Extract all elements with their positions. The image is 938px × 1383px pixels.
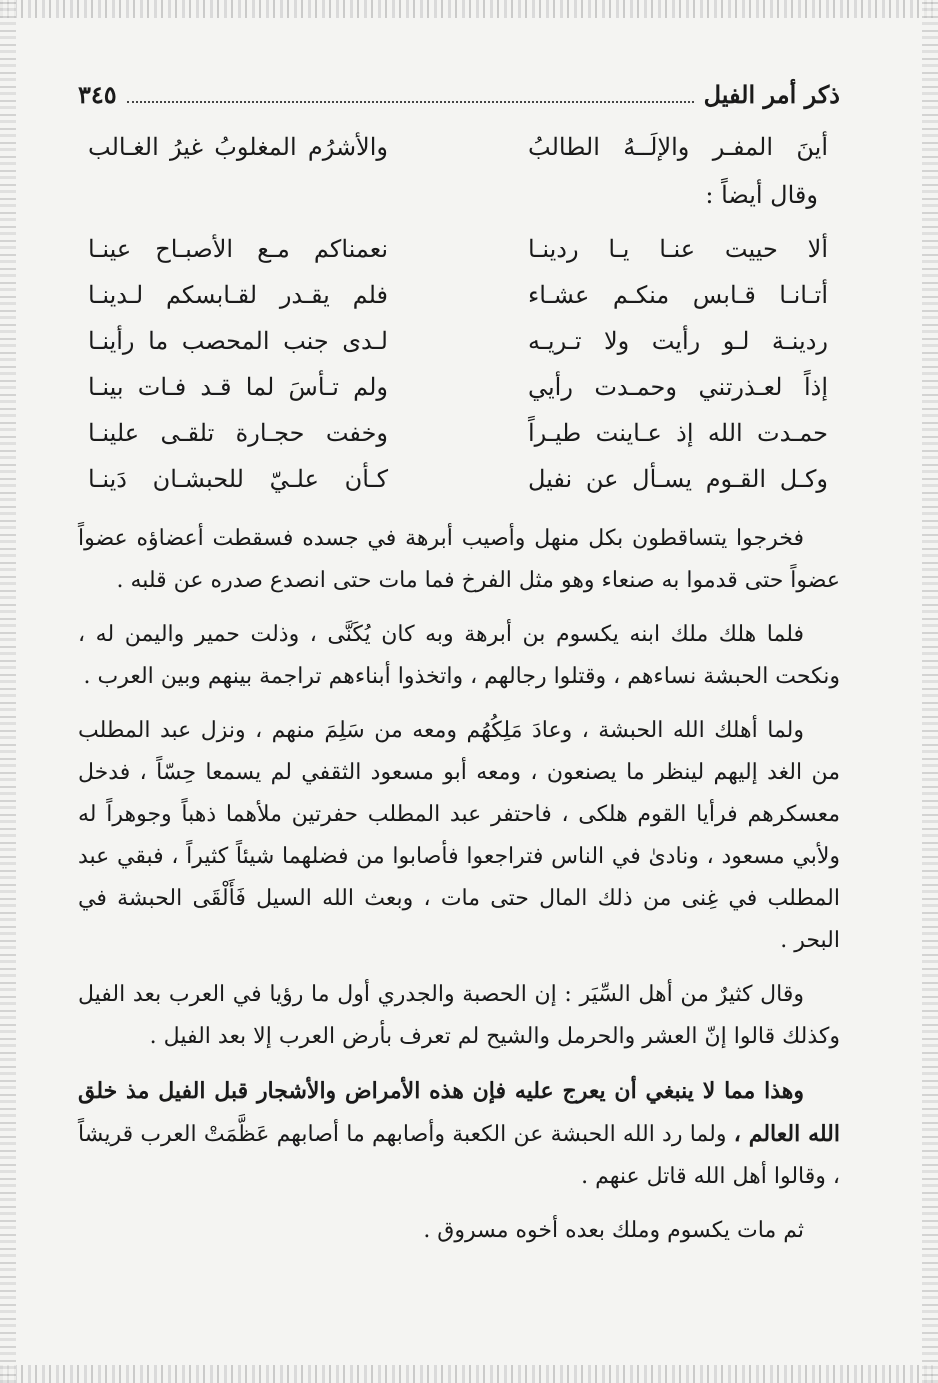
chapter-title: ذكر أمر الفيل xyxy=(703,80,840,109)
paragraph-continuation: ولما رد الله الحبشة عن الكعبة وأصابهم ما أصابهم عَظَّمَتْ العرب قريشاً ، وقالوا أهل الله قاتل عنهم . xyxy=(78,1122,840,1189)
verse-first-hemistich: ردينـة لـو رأيت ولا تـريـه xyxy=(528,327,828,355)
verse-second-hemistich: والأشرُم المغلوبُ غيرُ الغـالب xyxy=(88,133,388,161)
verse-first-hemistich: وكـل القـوم يسـأل عن نفيل xyxy=(528,465,828,493)
verse-second-hemistich: ولم تـأسَ لما قـد فـات بينـا xyxy=(88,373,388,401)
page-border-top xyxy=(0,0,938,18)
body-paragraph: وقال كثيرٌ من أهل السِّيَر : إن الحصبة والجدري أول ما رؤيا في العرب بعد الفيل وكذلك قالوا إنّ العشر والحرمل والشيح لم تعرف بأرض العرب إلا بعد الفيل . xyxy=(78,982,840,1049)
page-border-left xyxy=(0,0,16,1383)
verse-line xyxy=(78,272,840,318)
body-paragraph xyxy=(78,1070,840,1198)
page-border-right xyxy=(922,0,938,1383)
verse-line xyxy=(78,456,840,502)
page-border-bottom xyxy=(0,1365,938,1383)
body-paragraph: ولما أهلك الله الحبشة ، وعادَ مَلِكُهُم ومعه من سَلِمَ منهم ، ونزل عبد المطلب من الغد إليهم لينظر ما يصنعون ، ومعه أبو مسعود الثقفي لم يسمعا حِسّاً ، فدخل معسكرهم فرأيا القوم هلكى ، فاحتفر عبد المطلب حفرتين ملأهما ذهباً وجوهراً له ولأبي مسعود ، ونادىٰ في الناس فتراجعوا فأصابوا من فضلهما شيئاً كثيراً ، فبقي عبد المطلب في غِنى من ذلك المال حتى مات ، وبعث الله السيل فَأَلْقَى الحبشة في البحر . xyxy=(78,718,840,953)
verse-first-hemistich: حمـدت الله إذ عـاينت طيـراً xyxy=(528,419,828,447)
page-number: ٣٤٥ xyxy=(78,80,117,109)
closing-line: ثم مات يكسوم وملك بعده أخوه مسروق . xyxy=(423,1218,804,1243)
header-dotted-leader xyxy=(127,101,694,103)
verse-second-hemistich: كـأن علـيّ للحبشـان دَينـا xyxy=(88,465,388,493)
verse-second-hemistich: وخفت حجـارة تلقـى علينـا xyxy=(88,419,388,447)
verse-second-hemistich: لـدى جنب المحصب ما رأينـا xyxy=(88,327,388,355)
poem-intro: وقال أيضاً : xyxy=(705,181,818,209)
verse-first-hemistich: أينَ المفـر والإلَــهُ الطالبُ xyxy=(528,133,828,161)
body-paragraph: فخرجوا يتساقطون بكل منهل وأصيب أبرهة في جسده فسقطت أعضاؤه عضواً عضواً حتى قدموا به صنعاء وهو مثل الفرخ فما مات حتى انصدع صدره عن قلبه . xyxy=(78,526,840,593)
book-page xyxy=(78,80,840,1264)
verse-first-hemistich: أتـانـا قـابس منكـم عشـاء xyxy=(528,281,828,309)
verse-line xyxy=(78,364,840,410)
body-paragraph: فلما هلك ملك ابنه يكسوم بن أبرهة وبه كان يُكَنَّى ، وذلت حمير واليمن له ، ونكحت الحبشة نساءهم ، وقتلوا رجالهم ، واتخذوا أبناءهم تراجمة بينهم وبين العرب . xyxy=(78,622,840,689)
bold-commentary: وهذا مما لا ينبغي أن يعرج عليه فإن هذه الأمراض والأشجار قبل الفيل مذ خلق الله العالم ، xyxy=(78,1078,840,1147)
verse-second-hemistich: نعمناكم مـع الأصبـاح عينـا xyxy=(88,235,388,263)
verse-first-hemistich: إذاً لعـذرتني وحمـدت رأيي xyxy=(528,373,828,401)
verse-first-hemistich: ألا حييت عنـا يـا ردينـا xyxy=(528,235,828,263)
running-header xyxy=(78,80,840,116)
verse-second-hemistich: فلم يقـدر لقـابسكم لـدينـا xyxy=(88,281,388,309)
verse-line xyxy=(78,226,840,272)
poem xyxy=(78,226,840,502)
verse-line xyxy=(78,124,840,170)
verse-line xyxy=(78,410,840,456)
verse-line xyxy=(78,318,840,364)
